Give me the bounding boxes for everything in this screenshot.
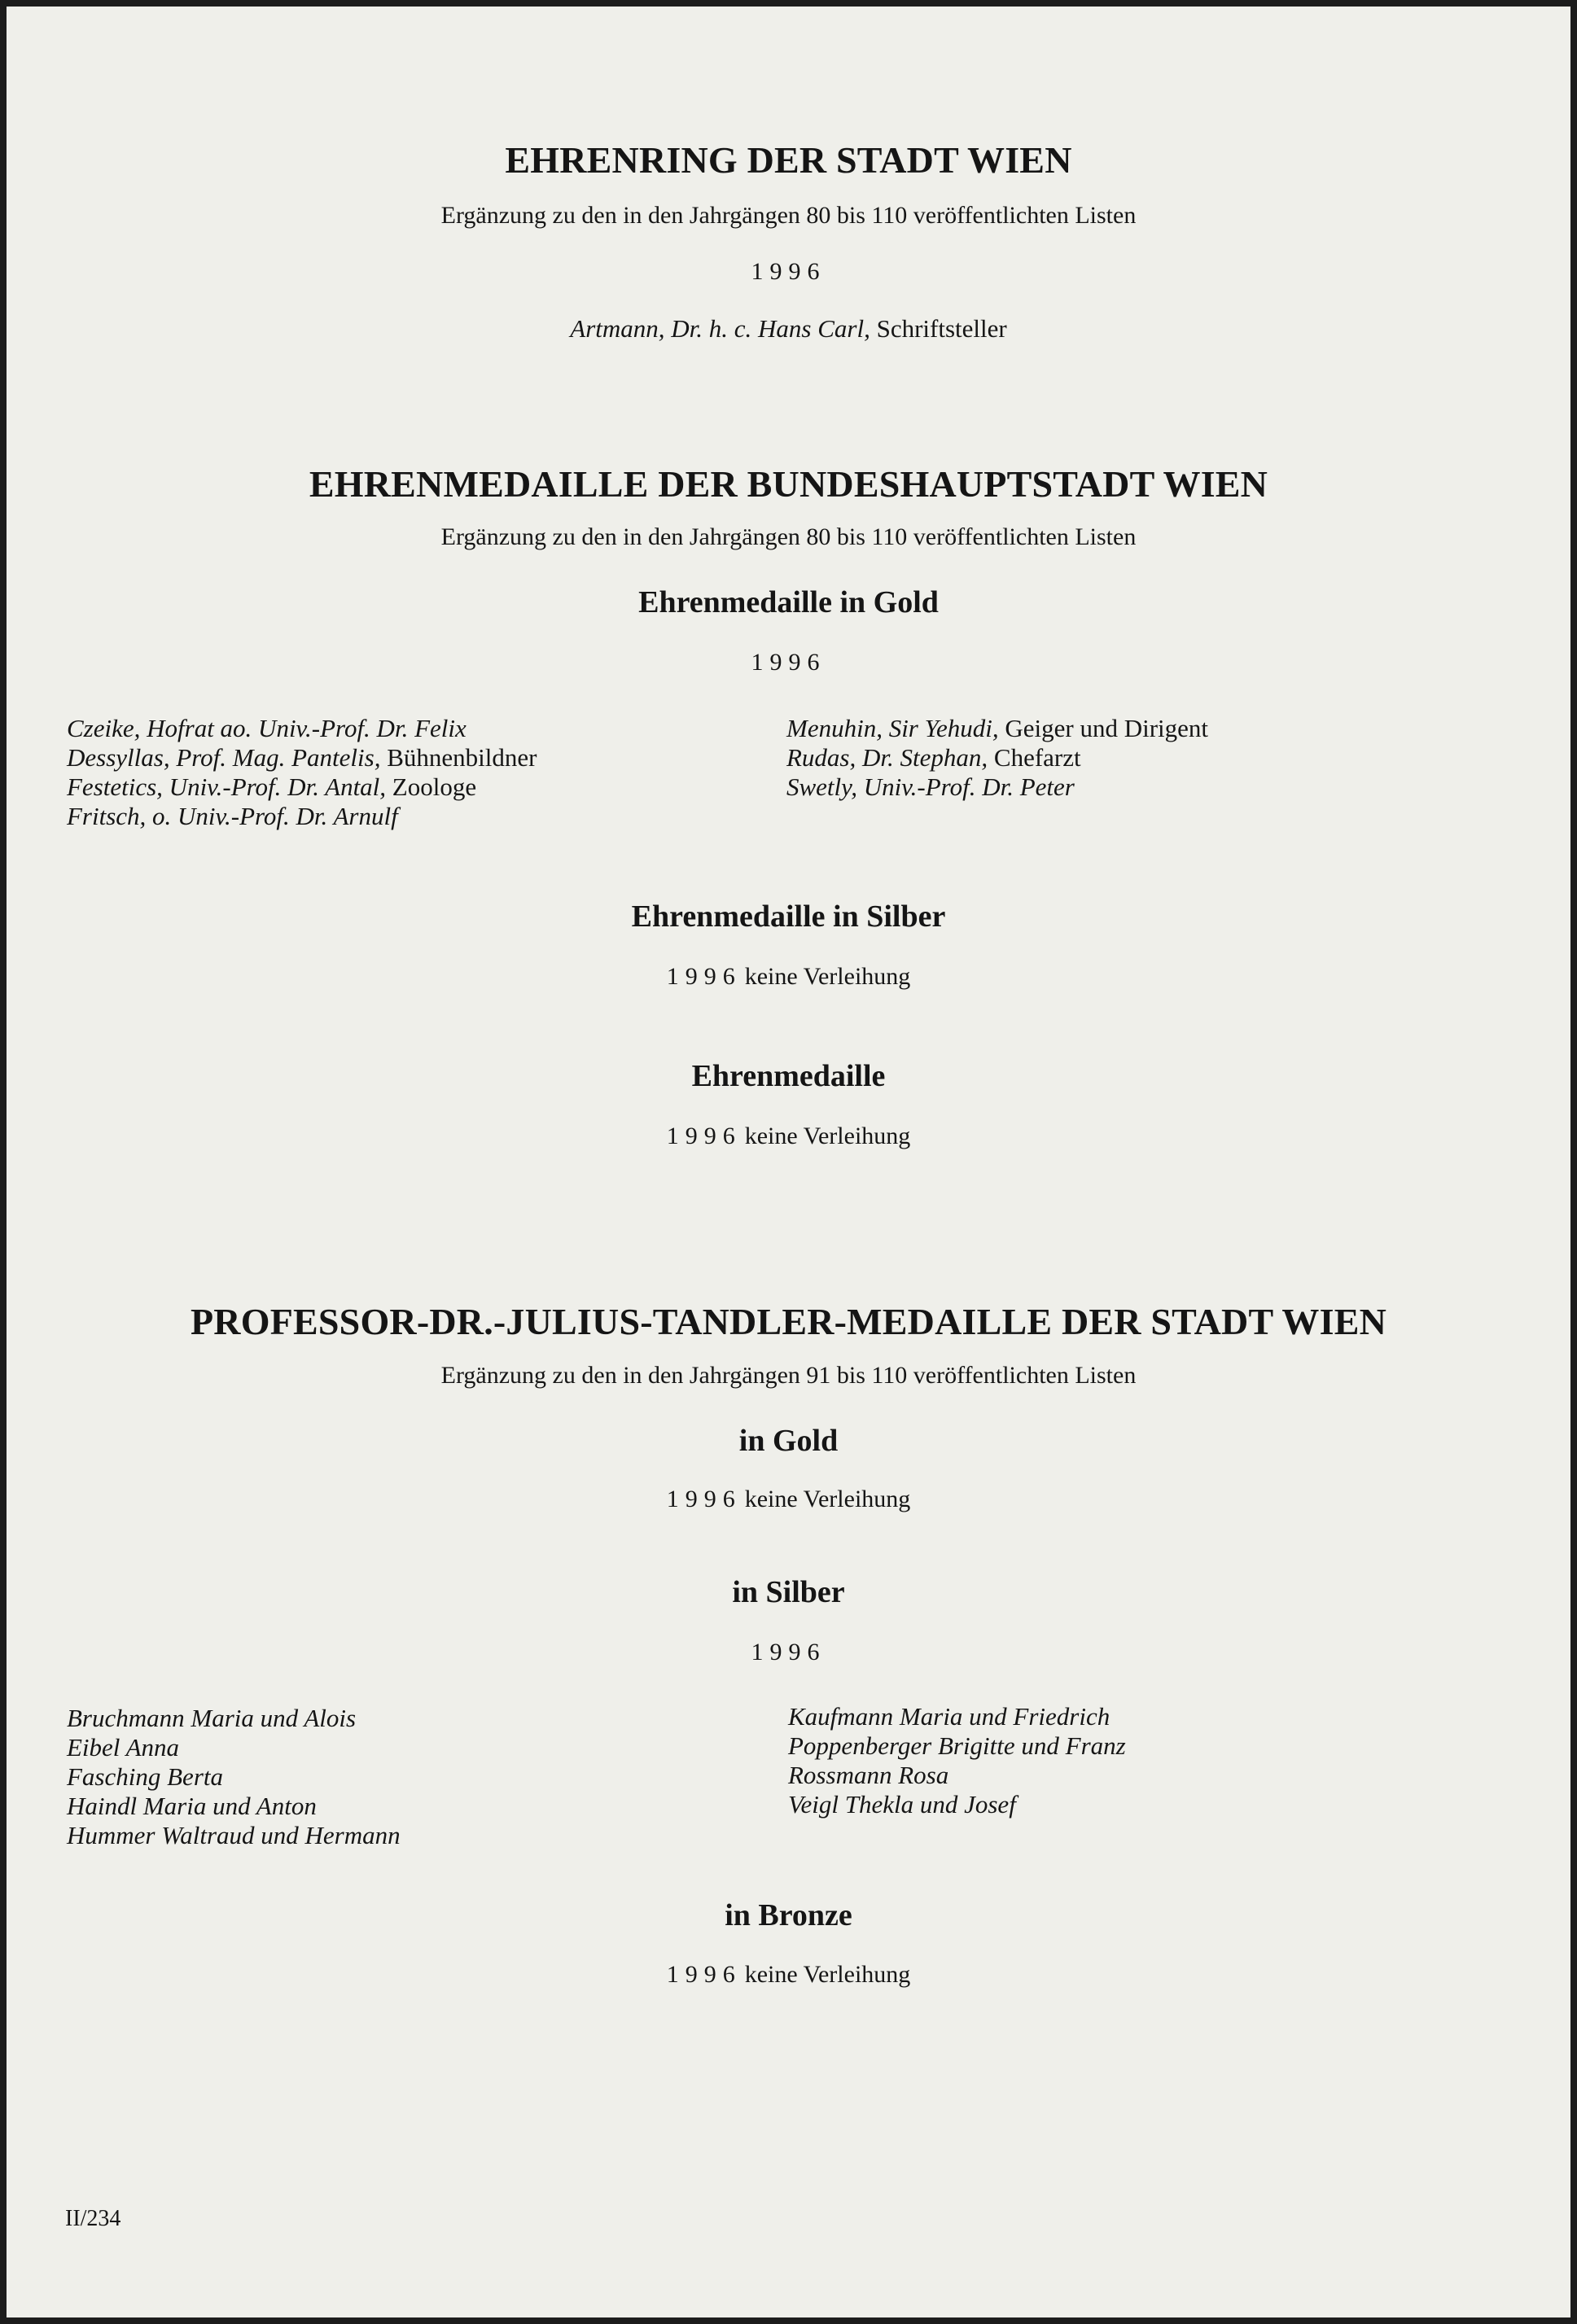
list-item: Haindl Maria und Anton bbox=[67, 1792, 317, 1820]
gold-list-right bbox=[786, 714, 1208, 802]
list-item: Eibel Anna bbox=[67, 1733, 180, 1762]
list-item: Fritsch, o. Univ.-Prof. Dr. Arnulf bbox=[67, 802, 398, 830]
list-item: Poppenberger Brigitte und Franz bbox=[788, 1731, 1126, 1760]
year-note: 1996 keine Verleihung bbox=[666, 1123, 911, 1149]
page-number: II/234 bbox=[65, 2206, 121, 2231]
list-item: Rossmann Rosa bbox=[788, 1761, 949, 1789]
year-label: 1996 bbox=[751, 258, 826, 285]
list-item: Swetly, Univ.-Prof. Dr. Peter bbox=[786, 772, 1075, 801]
section-title-ehrenmedaille: EHRENMEDAILLE DER BUNDESHAUPTSTADT WIEN bbox=[309, 463, 1268, 505]
silver-list-left bbox=[67, 1704, 401, 1850]
list-item: Rudas, Dr. Stephan, Chefarzt bbox=[786, 743, 1081, 772]
heading-gold: Ehrenmedaille in Gold bbox=[638, 585, 939, 619]
list-item: Czeike, Hofrat ao. Univ.-Prof. Dr. Felix bbox=[67, 714, 467, 742]
year-label: 1996 bbox=[751, 649, 826, 676]
heading-gold: in Gold bbox=[738, 1424, 839, 1458]
list-item: Kaufmann Maria und Friedrich bbox=[788, 1702, 1110, 1731]
list-item: Dessyllas, Prof. Mag. Pantelis, Bühnenbildner bbox=[67, 743, 537, 772]
heading-silver: Ehrenmedaille in Silber bbox=[631, 899, 946, 934]
year-note: 1996 keine Verleihung bbox=[666, 1486, 911, 1512]
year-label: 1996 bbox=[751, 1639, 826, 1665]
section-subtitle: Ergänzung zu den in den Jahrgängen 91 bis 110 veröffentlichten Listen bbox=[440, 1362, 1137, 1389]
document-page bbox=[7, 7, 1570, 2317]
gold-list-left bbox=[67, 714, 537, 831]
list-item: Festetics, Univ.-Prof. Dr. Antal, Zoologe bbox=[67, 772, 477, 801]
heading-silver: in Silber bbox=[732, 1575, 845, 1609]
section-title-ehrenring: EHRENRING DER STADT WIEN bbox=[505, 139, 1072, 181]
heading-bronze: in Bronze bbox=[725, 1898, 852, 1932]
list-item: Hummer Waltraud und Hermann bbox=[67, 1821, 401, 1849]
section-subtitle: Ergänzung zu den in den Jahrgängen 80 bis 110 veröffentlichten Listen bbox=[440, 202, 1137, 229]
list-item: Fasching Berta bbox=[67, 1762, 223, 1791]
honoree-entry bbox=[7, 314, 1570, 344]
year-note: 1996 keine Verleihung bbox=[666, 1961, 911, 1988]
section-title-tandler: PROFESSOR-DR.-JULIUS-TANDLER-MEDAILLE DER STADT WIEN bbox=[191, 1301, 1386, 1342]
honoree-name: Artmann, Dr. h. c. Hans Carl, bbox=[570, 314, 870, 343]
section-subtitle: Ergänzung zu den in den Jahrgängen 80 bis 110 veröffentlichten Listen bbox=[440, 523, 1137, 550]
silver-list-right bbox=[788, 1702, 1126, 1819]
heading-ehrenmedaille: Ehrenmedaille bbox=[691, 1059, 886, 1093]
honoree-role: Schriftsteller bbox=[876, 314, 1007, 343]
list-item: Veigl Thekla und Josef bbox=[788, 1790, 1016, 1818]
list-item: Menuhin, Sir Yehudi, Geiger und Dirigent bbox=[786, 714, 1209, 742]
list-item: Bruchmann Maria und Alois bbox=[67, 1704, 357, 1732]
year-note: 1996 keine Verleihung bbox=[666, 963, 911, 990]
